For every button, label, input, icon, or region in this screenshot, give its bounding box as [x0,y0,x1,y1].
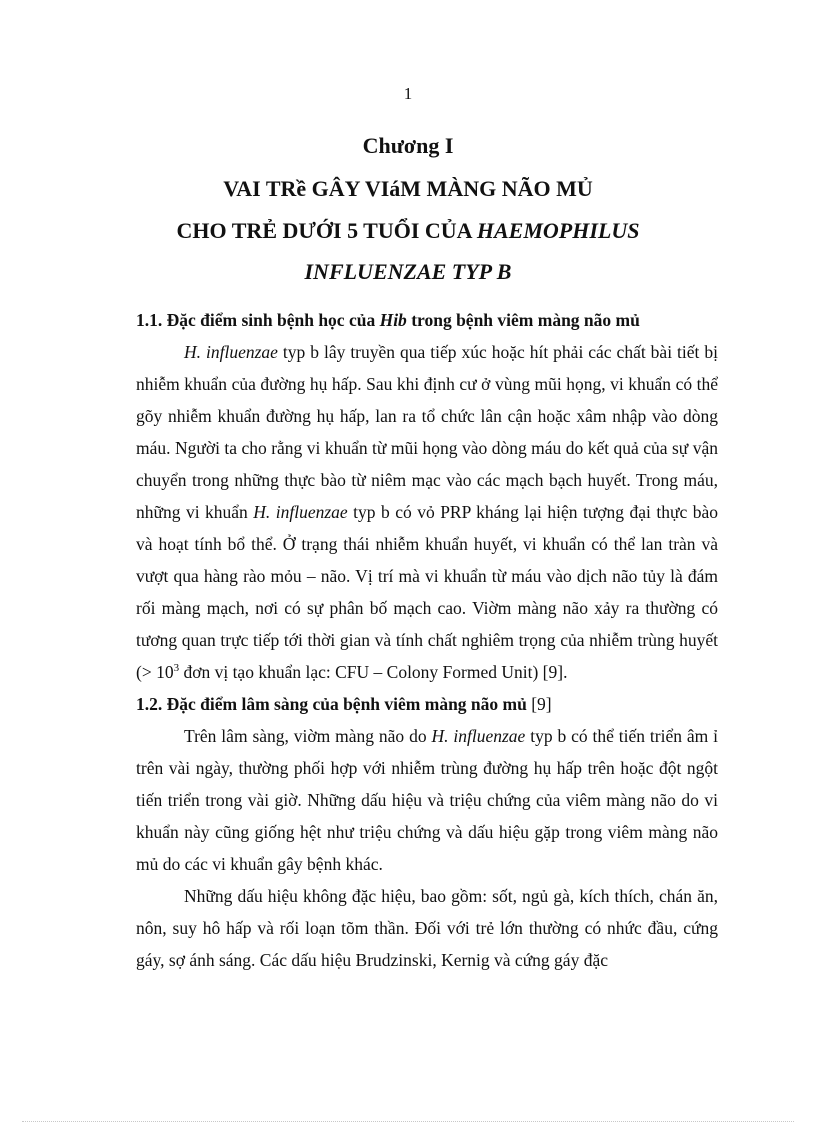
paragraph-text: đơn vị tạo khuẩn lạc: CFU – Colony Formed Unit) [9]. [179,662,568,682]
chapter-title-line-2-normal: CHO TRẺ DƯỚI 5 TUỔI CỦA [176,218,477,243]
section-heading-1-2 [136,688,718,720]
paragraph-text: typ b có vỏ PRP kháng lại hiện tượng đại thực bào và hoạt tính bổ thể. Ở trạng thái nhiễm khuẩn huyết, vi khuẩn có thể lan tràn và vượt qua hàng rào mỏu – não. Vị trí mà vi khuẩn từ máu vào dịch não tủy là đám rối màng mạch, nơi có sự phân bố mạch cao. Viờm màng não xảy ra thường có tương quan trực tiếp tới thời gian và tính chất nghiêm trọng của nhiễm trùng huyết (> 10 [136,502,718,682]
paragraph-section-1-2-a [136,720,718,880]
paragraph-section-1-2-b: Những dấu hiệu không đặc hiệu, bao gồm: sốt, ngủ gà, kích thích, chán ăn, nôn, suy hô hấp và rối loạn tõm thần. Đối với trẻ lớn thường có nhức đầu, cứng gáy, sợ ánh sáng. Các dấu hiệu Brudzinski, Kernig và cứng gáy đặc [136,886,718,970]
species-name: H. influenzae [431,726,526,746]
superscript: 3 [173,662,180,674]
paragraph-text: typ b lây truyền qua tiếp xúc hoặc hít phải các chất bài tiết bị nhiễm khuẩn của đường hụ hấp. Sau khi định cư ở vùng mũi họng, vi khuẩn có thể gõy nhiễm khuẩn đường hụ hấp, lan ra tổ chức lân cận hoặc xâm nhập vào dòng máu. Người ta cho rằng vi khuẩn từ mũi họng vào dòng máu do kết quả của sự vận chuyển trong những thực bào từ niêm mạc vào các mạch bạch huyết. Trong máu, những vi khuẩn [136,342,718,522]
page-bottom-divider [22,1121,794,1122]
page-number: 1 [403,84,413,103]
species-name: H. influenzae [184,342,278,362]
chapter-title-line-2-italic: HAEMOPHILUS [476,218,640,243]
paragraph-section-1-1 [136,336,718,688]
section-heading-1-1 [136,304,718,336]
heading-italic-text: Hib [379,310,407,330]
chapter-label: Chương I [362,133,454,158]
document-body [136,304,718,976]
paragraph-text: Trên lâm sàng, viờm màng não do [184,726,432,746]
species-name: H. influenzae [253,502,348,522]
heading-reference: [9] [526,694,552,714]
heading-text-end: trong bệnh viêm màng não mủ [406,310,640,330]
chapter-title-line-3: INFLUENZAE TYP B [304,259,512,284]
chapter-title-line-2 [0,218,816,244]
heading-text: 1.1. Đặc điểm sinh bệnh học của [136,310,380,330]
heading-text: 1.2. Đặc điểm lâm sàng của bệnh viêm màng não mủ [136,694,527,714]
chapter-title-line-1: VAI TRề GÂY VIáM MÀNG NÃO MỦ [223,176,593,201]
paragraph-text: typ b có thể tiến triển âm ỉ trên vài ngày, thường phối hợp với nhiễm trùng đường hụ hấp trên hoặc đột ngột tiến triển trong vài giờ. Những dấu hiệu và triệu chứng của viêm màng não do vi khuẩn này cũng giống hệt như triệu chứng và dấu hiệu gặp trong viêm màng não mủ do các vi khuẩn gây bệnh khác. [136,726,718,874]
